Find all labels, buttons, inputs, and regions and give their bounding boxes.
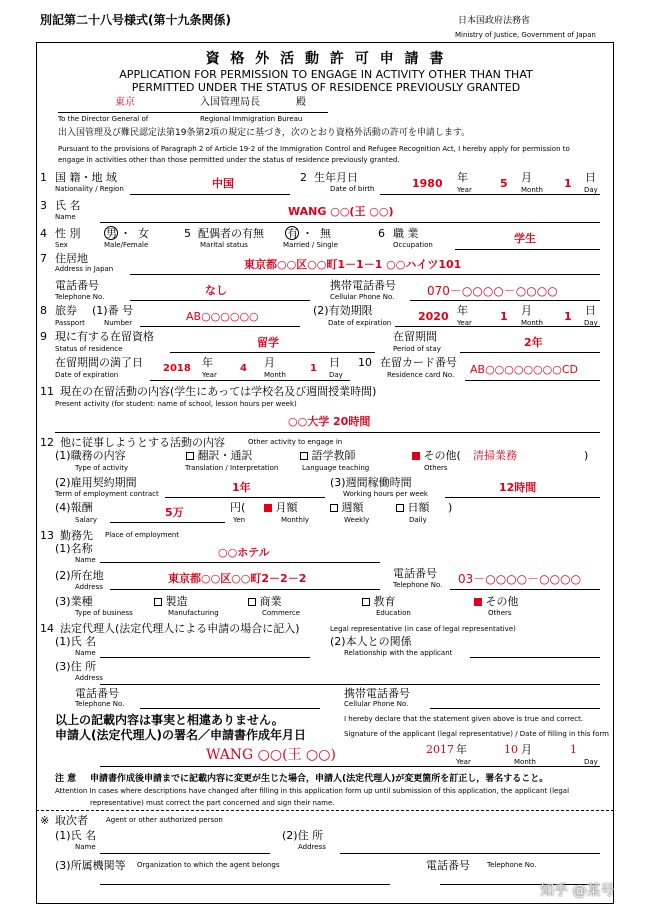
expiry-label-en: Date of expiration <box>55 371 119 379</box>
activity-teaching-option[interactable] <box>300 450 356 461</box>
address-value[interactable]: 東京都○○区○○町1－1－1 ○○ハイツ101 <box>244 258 462 271</box>
birth-day-en: Day <box>584 186 598 194</box>
monthly-checkbox-checked[interactable] <box>264 504 272 512</box>
agent-tel-label: 電話番号 <box>426 859 470 872</box>
employer-address-value[interactable]: 東京都○○区○○町2－2－2 <box>168 572 307 585</box>
monthly-label: 月額 <box>275 501 298 514</box>
passport-expiry-label-en: Date of expiration <box>328 319 392 327</box>
note-en-2: representative) must correct the part concerned and sign their name. <box>90 799 335 807</box>
passport-label: 旅券 <box>55 304 77 317</box>
birth-month-unit: 月 <box>521 171 532 184</box>
manufacturing-label-en: Manufacturing <box>168 609 219 617</box>
passport-year-en: Year <box>457 319 472 327</box>
signature-day-en: Day <box>584 758 598 766</box>
legal-rep-label-en: Legal representative (in case of legal representative) <box>330 625 516 633</box>
field-2-no: 2 <box>300 171 307 184</box>
contract-term-label-en: Term of employment contract <box>55 490 159 498</box>
agent-name-field[interactable] <box>100 853 270 854</box>
form-title-en-2: PERMITTED UNDER THE STATUS OF RESIDENCE PREVIOUSLY GRANTED <box>131 81 521 94</box>
marital-label-en: Marital status <box>200 241 248 249</box>
present-activity-label-en: Present activity (for student: name of school, lesson hours per week) <box>55 400 297 408</box>
period-value[interactable]: 2年 <box>524 336 543 349</box>
occupation-label-en: Occupation <box>393 241 433 249</box>
addressee-to-en: To the Director General of <box>58 115 149 123</box>
marital-label: 配偶者の有無 <box>198 227 264 240</box>
agent-address-field[interactable] <box>340 853 600 854</box>
passport-month-en: Month <box>521 319 543 327</box>
signature-year-en: Year <box>456 758 471 766</box>
field-12-no: 12 <box>40 436 54 449</box>
business-other-label: その他 <box>485 595 519 608</box>
business-education-option[interactable] <box>362 596 396 607</box>
expiry-day-en: Day <box>329 371 343 379</box>
nationality-value[interactable]: 中国 <box>212 177 234 190</box>
expiry-day[interactable]: 1 <box>310 363 317 374</box>
birth-label-en: Date of birth <box>330 185 375 193</box>
field-3-no: 3 <box>40 199 47 212</box>
translation-checkbox[interactable] <box>186 452 194 460</box>
agent-label-en: Agent or other authorized person <box>106 816 223 824</box>
employer-address-label: (2)所在地 <box>55 569 104 582</box>
business-manufacturing-option[interactable] <box>154 596 188 607</box>
birth-month-en: Month <box>521 186 543 194</box>
birth-year-unit: 年 <box>457 171 468 184</box>
agent-name-label-en: Name <box>75 843 96 851</box>
other-label: その他( <box>423 449 461 462</box>
employer-name-label-en: Name <box>75 556 96 564</box>
other-close-paren: ) <box>584 449 589 462</box>
field-9-no: 9 <box>40 330 47 343</box>
note-head: 注 意 <box>55 774 77 784</box>
telephone-label-en: Telephone No. <box>55 293 105 301</box>
nationality-label: 国 籍・地 域 <box>55 171 117 184</box>
marital-options-en: Married / Single <box>283 241 338 249</box>
contract-term-value[interactable]: 1年 <box>232 481 251 494</box>
passport-expiry-day[interactable]: 1 <box>564 310 572 323</box>
intro-en-2: engage in activities other than those permitted under the status of residence previously granted. <box>58 156 400 164</box>
declaration-en: I hereby declare that the statement given above is true and correct. <box>344 715 584 723</box>
salary-weekly-option[interactable] <box>330 502 364 513</box>
birth-day[interactable]: 1 <box>564 177 572 190</box>
birth-day-unit: 日 <box>585 171 596 184</box>
legal-rep-tel-field[interactable] <box>140 708 320 709</box>
birth-month[interactable]: 5 <box>500 177 508 190</box>
weekly-checkbox[interactable] <box>330 504 338 512</box>
telephone-value[interactable]: なし <box>205 284 227 297</box>
agent-mark: ※ <box>40 814 50 827</box>
employer-tel-label-en: Telephone No. <box>393 581 443 589</box>
field-6-no: 6 <box>378 227 385 240</box>
activity-type-label-en: Type of activity <box>75 464 129 472</box>
passport-expiry-label: (2)有効期限 <box>313 304 373 317</box>
expiry-year-unit: 年 <box>202 356 213 369</box>
addressee-bureau-en: Regional Immigration Bureau <box>200 115 303 123</box>
activity-translation-option[interactable] <box>186 450 253 461</box>
addressee-line <box>58 112 328 113</box>
expiry-year[interactable]: 2018 <box>163 363 191 374</box>
sex-male-option[interactable]: 男 <box>106 227 117 240</box>
passport-number-label: (1)番 号 <box>92 304 134 317</box>
field-10-no: 10 <box>358 356 372 369</box>
employer-address-label-en: Address <box>75 583 103 591</box>
manufacturing-checkbox[interactable] <box>154 598 162 606</box>
passport-number-label-en: Number <box>104 319 133 327</box>
legal-rep-address-label-en: Address <box>75 674 103 682</box>
signature-month-unit: 月 <box>521 743 532 756</box>
expiry-month[interactable]: 4 <box>240 363 247 374</box>
employer-name-value[interactable]: ○○ホテル <box>218 546 270 559</box>
period-label: 在留期間 <box>393 330 437 343</box>
sex-female-option[interactable]: 女 <box>138 227 149 240</box>
monthly-label-en: Monthly <box>281 516 310 524</box>
signature-year[interactable]: 2017 <box>426 743 454 756</box>
legal-rep-relation-field[interactable] <box>470 657 600 658</box>
business-other-checkbox-checked[interactable] <box>474 598 482 606</box>
salary-daily-option[interactable] <box>396 502 430 513</box>
legal-rep-tel-label: 電話番号 <box>75 687 119 700</box>
other-checkbox-checked[interactable] <box>412 452 420 460</box>
legal-rep-cell-field[interactable] <box>430 708 600 709</box>
form-title-jp: 資 格 外 活 動 許 可 申 請 書 <box>205 51 447 67</box>
contract-term-label: (2)雇用契約期間 <box>55 476 137 489</box>
activity-type-label: (1)職務の内容 <box>55 449 126 462</box>
translation-label: 翻訳・通訳 <box>197 449 253 462</box>
business-type-label-en: Type of business <box>75 609 133 617</box>
legal-rep-cell-label: 携帯電話番号 <box>344 687 410 700</box>
passport-month-unit: 月 <box>521 304 532 317</box>
form-title-en-1: APPLICATION FOR PERMISSION TO ENGAGE IN ACTIVITY OTHER THAN THAT <box>119 68 533 81</box>
agent-address-label-en: Address <box>298 843 326 851</box>
expiry-label: 在留期間の満了日 <box>55 356 143 369</box>
salary-close-paren: ) <box>448 501 453 514</box>
signature-value[interactable]: WANG ○○(王 ○○) <box>206 747 336 763</box>
cellphone-label-en: Cellular Phone No. <box>330 293 395 301</box>
addressee-city: 東京 <box>115 97 135 108</box>
salary-label: (4)報酬 <box>55 501 93 514</box>
occupation-value[interactable]: 学生 <box>514 232 536 245</box>
passport-year-unit: 年 <box>457 304 468 317</box>
residence-card-value[interactable]: AB○○○○○○○○CD <box>470 363 579 376</box>
name-label-en: Name <box>55 213 76 221</box>
nationality-label-en: Nationality / Region <box>55 185 124 193</box>
legal-rep-name-label-en: Name <box>75 649 96 657</box>
field-13-no: 13 <box>40 529 54 542</box>
weekly-label: 週額 <box>341 501 364 514</box>
address-label-en: Address in Japan <box>55 265 114 273</box>
cellphone-label: 携帯電話番号 <box>330 279 396 292</box>
intro-en-1: Pursuant to the provisions of Paragraph 2 of Article 19-2 of the Immigration Control and Refugee Recognition Act, I hereby apply for permission to <box>58 145 570 153</box>
other-label-en: Others <box>424 464 448 472</box>
status-value[interactable]: 留学 <box>257 336 279 349</box>
note-jp: 申請書作成後申請までに記載内容に変更が生じた場合，申請人(法定代理人)が変更箇所を訂正し，署名すること。 <box>90 774 549 784</box>
commerce-label-en: Commerce <box>262 609 300 617</box>
weekly-label-en: Weekly <box>344 516 370 524</box>
cellphone-value[interactable]: 070－○○○○－○○○○ <box>427 284 558 298</box>
present-activity-value[interactable]: ○○大学 20時間 <box>288 415 371 428</box>
weekly-hours-label-en: Working hours per week <box>343 490 428 498</box>
salary-yen-unit: 円( <box>230 501 246 514</box>
legal-rep-label: 法定代理人(法定代理人による申請の場合に記入) <box>60 622 300 635</box>
occupation-label: 職 業 <box>393 227 419 240</box>
daily-label: 日額 <box>407 501 430 514</box>
signature-year-unit: 年 <box>456 743 467 756</box>
signature-day[interactable]: 1 <box>570 743 577 756</box>
present-activity-label: 現在の在留活動の内容(学生にあっては学校名及び週間授業時間) <box>60 385 377 398</box>
business-other-option[interactable] <box>474 596 519 607</box>
daily-label-en: Daily <box>409 516 427 524</box>
signature-label-en: Signature of the applicant (legal representative) / Date of filling in this form <box>344 730 609 738</box>
daily-checkbox[interactable] <box>396 504 404 512</box>
ministry-jp: 日本国政府法務省 <box>458 16 531 26</box>
watermark: 知乎 @某号 <box>540 883 615 899</box>
legal-rep-relation-label: (2)本人との関係 <box>330 635 412 648</box>
other-activity-label-en: Other activity to engage in <box>248 438 343 446</box>
field-11-no: 11 <box>40 385 54 398</box>
field-5-no: 5 <box>184 227 191 240</box>
employer-label: 勤務先 <box>60 529 93 542</box>
passport-label-en: Passport <box>55 319 85 327</box>
salary-monthly-option[interactable] <box>264 502 298 513</box>
expiry-year-en: Year <box>202 371 217 379</box>
agent-divider <box>36 810 614 811</box>
teaching-checkbox[interactable] <box>300 452 308 460</box>
education-label-en: Education <box>376 609 411 617</box>
manufacturing-label: 製造 <box>165 595 188 608</box>
agent-org-field[interactable] <box>100 884 390 885</box>
business-type-label: (3)業種 <box>55 595 93 608</box>
passport-day-unit: 日 <box>585 304 596 317</box>
signature-label-jp: 申請人(法定代理人)の署名／申請書作成年月日 <box>55 728 306 742</box>
employer-tel-label: 電話番号 <box>393 567 437 580</box>
name-value[interactable]: WANG ○○(王 ○○) <box>288 205 394 218</box>
field-8-no: 8 <box>40 304 47 317</box>
period-label-en: Period of stay <box>393 345 441 353</box>
salary-yen-en: Yen <box>233 516 246 524</box>
signature-month-en: Month <box>514 758 536 766</box>
legal-rep-address-label: (3)住 所 <box>55 660 97 673</box>
form-number: 別記第二十八号様式(第十九条関係) <box>40 13 231 27</box>
residence-card-label: 在留カード番号 <box>380 356 457 369</box>
sex-label-en: Sex <box>55 241 68 249</box>
legal-rep-cell-label-en: Cellular Phone No. <box>344 700 409 708</box>
activity-other-option[interactable] <box>412 450 461 461</box>
sex-separator: ・ <box>120 227 131 240</box>
teaching-label: 語学教師 <box>311 449 356 462</box>
employer-label-en: Place of employment <box>105 531 180 539</box>
expiry-day-unit: 日 <box>329 356 340 369</box>
marital-yes-option[interactable]: 有 <box>287 227 298 240</box>
translation-label-en: Translation / Interpretation <box>185 464 279 472</box>
legal-rep-tel-label-en: Telephone No. <box>75 700 125 708</box>
sex-options-en: Male/Female <box>104 241 149 249</box>
residence-card-label-en: Residence card No. <box>387 371 455 379</box>
legal-rep-name-label: (1)氏 名 <box>55 635 97 648</box>
legal-rep-address-field[interactable] <box>100 684 600 685</box>
agent-org-label: (3)所属機関等 <box>55 859 126 872</box>
marital-no-option[interactable]: 無 <box>320 227 331 240</box>
activity-other-value[interactable]: 清掃業務 <box>473 449 517 462</box>
other-activity-label: 他に従事しようとする活動の内容 <box>60 436 225 449</box>
birth-year[interactable]: 1980 <box>412 177 443 190</box>
intro-jp: 出入国管理及び難民認定法第19条第2項の規定に基づき，次のとおり資格外活動の許可を申請します。 <box>58 128 471 138</box>
field-4-no: 4 <box>40 227 47 240</box>
field-7-no: 7 <box>40 252 47 265</box>
address-label: 住居地 <box>55 252 88 265</box>
field-14-no: 14 <box>40 622 54 635</box>
addressee-bureau-jp: 入国管理局長 <box>200 97 260 108</box>
weekly-hours-label: (3)週間稼働時間 <box>330 476 412 489</box>
weekly-hours-value[interactable]: 12時間 <box>499 481 537 494</box>
passport-day-en: Day <box>584 319 598 327</box>
commerce-checkbox[interactable] <box>248 598 256 606</box>
employer-tel-value[interactable]: 03－○○○○－○○○○ <box>458 572 582 586</box>
passport-expiry-year[interactable]: 2020 <box>418 310 449 323</box>
expiry-month-en: Month <box>264 371 286 379</box>
business-commerce-option[interactable] <box>248 596 282 607</box>
ministry-en: Ministry of Justice, Government of Japan <box>455 31 596 39</box>
telephone-label: 電話番号 <box>55 279 99 292</box>
education-checkbox[interactable] <box>362 598 370 606</box>
sex-label: 性 別 <box>55 227 81 240</box>
passport-expiry-month[interactable]: 1 <box>500 310 508 323</box>
declaration-jp: 以上の記載内容は事実と相違ありません。 <box>55 713 284 727</box>
field-1-no: 1 <box>40 171 47 184</box>
passport-number-value[interactable]: AB○○○○○○ <box>186 310 259 323</box>
teaching-label-en: Language teaching <box>302 464 370 472</box>
birth-label: 生年月日 <box>314 171 358 184</box>
legal-rep-relation-label-en: Relationship with the applicant <box>344 649 453 657</box>
agent-tel-label-en: Telephone No. <box>487 861 537 869</box>
status-label-en: Status of residence <box>55 345 123 353</box>
note-en-1: Attention In cases where descriptions have changed after filling in this application form up until submission of this application, the applicant (legal <box>55 787 570 795</box>
agent-name-label: (1)氏 名 <box>55 829 97 842</box>
education-label: 教育 <box>373 595 396 608</box>
salary-value[interactable]: 5万 <box>165 506 184 519</box>
legal-rep-name-field[interactable] <box>100 657 310 658</box>
business-other-label-en: Others <box>488 609 512 617</box>
expiry-month-unit: 月 <box>264 356 275 369</box>
agent-label: 取次者 <box>55 814 88 827</box>
status-label: 現に有する在留資格 <box>55 330 154 343</box>
signature-month[interactable]: 10 <box>504 743 518 756</box>
commerce-label: 商業 <box>259 595 282 608</box>
employer-name-label: (1)名称 <box>55 542 93 555</box>
birth-year-en: Year <box>457 186 472 194</box>
name-label: 氏 名 <box>55 199 81 212</box>
agent-org-label-en: Organization to which the agent belongs <box>137 861 280 869</box>
marital-separator: ・ <box>302 227 313 240</box>
salary-label-en: Salary <box>75 516 97 524</box>
addressee-dono: 殿 <box>296 97 306 108</box>
agent-address-label: (2)住 所 <box>282 829 324 842</box>
